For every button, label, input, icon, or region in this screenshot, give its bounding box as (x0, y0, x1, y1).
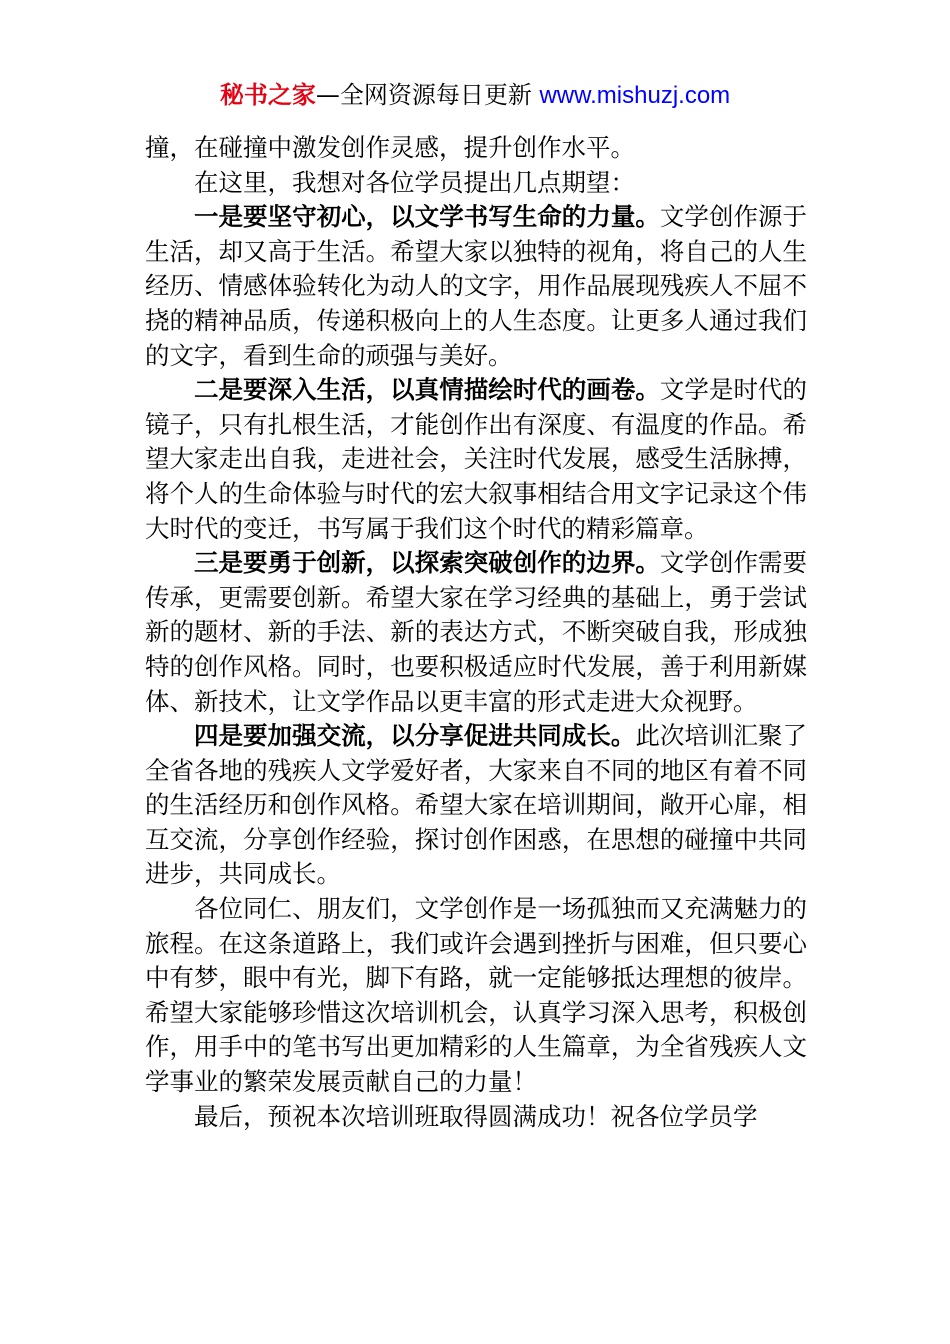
paragraph-text: 各位同仁、朋友们，文学创作是一场孤独而又充满魅力的旅程。在这条道路上，我们或许会遇到挫折与困难，但只要心中有梦，眼中有光，脚下有路，就一定能够抵达理想的彼岸。希望大家能够珍惜这次培训机会，认真学习深入思考，积极创作，用手中的笔书写出更加精彩的人生篇章，为全省残疾人文学事业的繁荣发展贡献自己的力量！ (145, 894, 807, 1097)
paragraph-text: 此次培训汇聚了全省各地的残疾人文学爱好者，大家来自不同的地区有着不同的生活经历和创作风格。希望大家在培训期间，敞开心扉，相互交流，分享创作经验，探讨创作困惑，在思想的碰撞中共同进步，共同成长。 (145, 721, 807, 889)
paragraph-expectation-4 (145, 719, 807, 892)
paragraph-lead: 一是要坚守初心，以文学书写生命的力量。 (194, 202, 660, 232)
paragraph-lead: 四是要加强交流，以分享促进共同成长。 (194, 721, 636, 751)
website-url[interactable]: www.mishuzj.com (539, 82, 731, 109)
paragraph-text: 在这里，我想对各位学员提出几点期望： (194, 167, 635, 197)
paragraph-text: 撞，在碰撞中激发创作灵感，提升创作水平。 (145, 133, 635, 162)
paragraph-lead: 二是要深入生活，以真情描绘时代的画卷。 (194, 375, 660, 405)
paragraph-lead: 三是要勇于创新，以探索突破创作的边界。 (194, 548, 660, 578)
paragraph-text: 文学是时代的镜子，只有扎根生活，才能创作出有深度、有温度的作品。希望大家走出自我，走进社会，关注时代发展，感受生活脉搏，将个人的生命体验与时代的宏大叙事相结合用文字记录这个伟大时代的变迁，书写属于我们这个时代的精彩篇章。 (145, 375, 808, 543)
paragraph-expectation-3 (145, 546, 807, 719)
paragraph-expectation-1 (145, 200, 807, 373)
header-slogan: —全网资源每日更新 (315, 81, 540, 109)
paragraph-continuation (145, 131, 807, 166)
page-header (0, 78, 950, 113)
paragraph-expectation-2 (145, 373, 807, 546)
paragraph-text: 文学创作需要传承，更需要创新。希望大家在学习经典的基础上，勇于尝试新的题材、新的手法、新的表达方式，不断突破自我，形成独特的创作风格。同时，也要积极适应时代发展，善于利用新媒体、新技术，让文学作品以更丰富的形式走进大众视野。 (145, 548, 808, 716)
document-body (145, 131, 807, 1134)
paragraph-intro (145, 166, 807, 201)
brand-name: 秘书之家 (219, 81, 316, 109)
paragraph-final (145, 1100, 807, 1135)
paragraph-text: 最后，预祝本次培训班取得圆满成功！祝各位学员学 (194, 1101, 758, 1131)
paragraph-closing (145, 892, 807, 1100)
paragraph-text: 文学创作源于生活，却又高于生活。希望大家以独特的视角，将自己的人生经历、情感体验转化为动人的文字，用作品展现残疾人不屈不挠的精神品质，传递积极向上的人生态度。让更多人通过我们的文字，看到生命的顽强与美好。 (145, 202, 808, 370)
